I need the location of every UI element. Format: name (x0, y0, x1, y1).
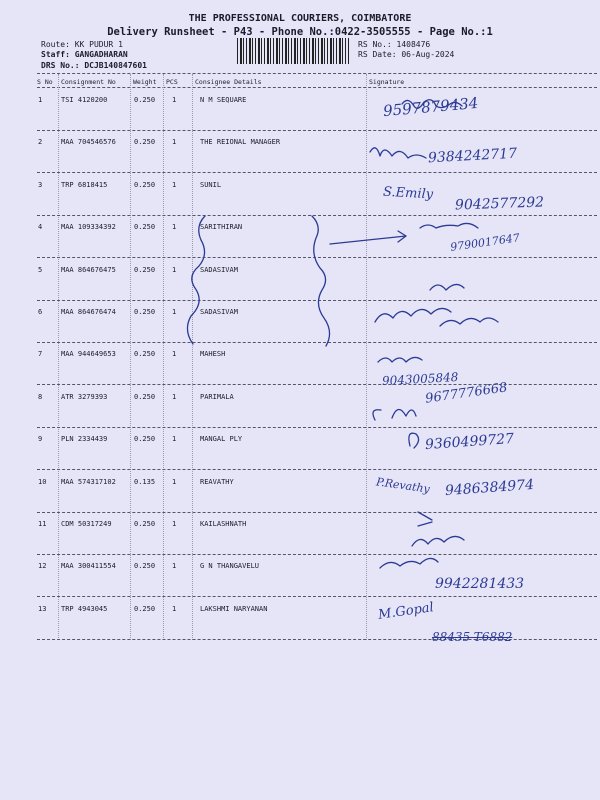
cell-sno: 9 (38, 435, 43, 443)
cell-consignment: CDM 50317249 (61, 520, 112, 528)
handwritten-phone: 9790017647 (449, 231, 521, 254)
cell-pcs: 1 (172, 181, 177, 189)
tamil-scribble (380, 558, 438, 568)
cell-consignment: ATR 3279393 (61, 393, 108, 401)
rs-number: RS No.: 1408476 (358, 40, 431, 49)
cell-sno: 7 (38, 350, 43, 358)
cell-weight: 0.250 (134, 96, 156, 104)
staff-label: Staff: GANGADHARAN (41, 50, 128, 59)
tamil-scribble (430, 284, 464, 290)
handwritten-phone: 9384242717 (427, 145, 518, 167)
cell-pcs: 1 (172, 605, 177, 613)
cell-consignee: SUNIL (200, 181, 222, 189)
cell-consignment: PLN 2334439 (61, 435, 108, 443)
cell-consignment: MAA 109334392 (61, 223, 116, 231)
route-label: Route: KK PUDUR 1 (41, 40, 123, 49)
arrow-line (330, 236, 406, 244)
cell-pcs: 1 (172, 96, 177, 104)
cell-sno: 13 (38, 605, 47, 613)
rs-date: RS Date: 06-Aug-2024 (358, 50, 455, 59)
cell-pcs: 1 (172, 478, 177, 486)
header-signature: Signature (369, 78, 405, 86)
cell-pcs: 1 (172, 138, 177, 146)
runsheet-title: Delivery Runsheet - P43 - Phone No.:0422-3505555 - Page No.:1 (107, 26, 493, 38)
cell-sno: 8 (38, 393, 43, 401)
drs-number: DRS No.: DCJB140847601 (41, 61, 147, 70)
handwritten-phone: 9042577292 (454, 194, 545, 214)
cell-weight: 0.250 (134, 435, 156, 443)
cell-pcs: 1 (172, 350, 177, 358)
cell-consignee: KAILASHNATH (200, 520, 247, 528)
handwritten-phone: 9043005848 (381, 370, 459, 388)
signature-scribble (370, 148, 426, 158)
handwritten-name: S.Emily (382, 184, 434, 203)
cell-consignment: MAA 574317102 (61, 478, 116, 486)
cell-weight: 0.250 (134, 562, 156, 570)
cell-sno: 6 (38, 308, 43, 316)
header-sno: S No (37, 78, 53, 86)
handwritten-phone: 9597879434 (382, 93, 480, 121)
cell-pcs: 1 (172, 520, 177, 528)
cell-consignee: REAVATHY (200, 478, 234, 486)
cell-weight: 0.250 (134, 266, 156, 274)
header-consignee: Consignee Details (195, 78, 262, 86)
signature-scribble (420, 223, 478, 228)
cell-weight: 0.250 (134, 350, 156, 358)
handwritten-phone: 9942281433 (435, 576, 525, 592)
cell-pcs: 1 (172, 266, 177, 274)
cell-weight: 0.135 (134, 478, 156, 486)
company-name: THE PROFESSIONAL COURIERS, COIMBATORE (188, 13, 412, 24)
cell-sno: 12 (38, 562, 47, 570)
handwritten-phone: 9360499727 (424, 430, 515, 454)
cell-weight: 0.250 (134, 223, 156, 231)
cell-pcs: 1 (172, 223, 177, 231)
curly-brace (187, 216, 205, 344)
cell-weight: 0.250 (134, 181, 156, 189)
cell-consignee: SADASIVAM (200, 266, 238, 274)
cell-weight: 0.250 (134, 138, 156, 146)
tamil-scribble (440, 318, 498, 326)
cell-pcs: 1 (172, 562, 177, 570)
cell-consignee: LAKSHMI NARYANAN (200, 605, 268, 613)
cell-sno: 11 (38, 520, 47, 528)
cell-consignment: MAA 300411554 (61, 562, 116, 570)
cell-consignment: TSI 4120200 (61, 96, 108, 104)
cell-consignee: THE REIONAL MANAGER (200, 138, 281, 146)
cell-weight: 0.250 (134, 393, 156, 401)
header-pcs: PCS (166, 78, 178, 86)
cell-pcs: 1 (172, 393, 177, 401)
signature-scribble (409, 433, 419, 448)
cell-weight: 0.250 (134, 520, 156, 528)
cell-sno: 2 (38, 138, 43, 146)
cell-consignment: MAA 864676474 (61, 308, 116, 316)
tamil-scribble (375, 308, 451, 322)
header-consignment: Consignment No (61, 78, 116, 86)
signature-scribble (418, 512, 432, 526)
cell-sno: 10 (38, 478, 47, 486)
header-weight: Weight (133, 78, 157, 86)
cell-consignment: MAA 864676475 (61, 266, 116, 274)
cell-consignment: MAA 944649653 (61, 350, 116, 358)
cell-consignee: MAHESH (200, 350, 226, 358)
cell-consignee: SADASIVAM (200, 308, 238, 316)
cell-sno: 3 (38, 181, 43, 189)
handwritten-phone: 9677776668 (424, 380, 509, 407)
cell-consignee: G N THANGAVELU (200, 562, 260, 570)
cell-consignee: PARIMALA (200, 393, 234, 401)
cell-sno: 5 (38, 266, 43, 274)
cell-consignee: N M SEQUARE (200, 96, 247, 104)
cell-weight: 0.250 (134, 308, 156, 316)
handwritten-name: M.Gopal (377, 600, 435, 623)
handwritten-number: 88435-T6882 (432, 630, 513, 644)
cell-sno: 4 (38, 223, 43, 231)
cell-consignment: MAA 704546576 (61, 138, 116, 146)
curly-brace (312, 216, 330, 346)
cell-consignment: TRP 4943045 (61, 605, 108, 613)
cell-consignment: TRP 6818415 (61, 181, 108, 189)
cell-consignee: SARITHIRAN (200, 223, 243, 231)
cell-sno: 1 (38, 96, 43, 104)
cell-pcs: 1 (172, 308, 177, 316)
signature-scribble (402, 100, 462, 109)
handwritten-phone: 9486384974 (444, 476, 535, 500)
tamil-scribble (378, 357, 422, 362)
signature-scribble (373, 409, 416, 420)
cell-consignee: MANGAL PLY (200, 435, 243, 443)
cell-pcs: 1 (172, 435, 177, 443)
cell-weight: 0.250 (134, 605, 156, 613)
tamil-scribble (412, 536, 464, 546)
handwritten-name: P.Revathy (375, 475, 431, 496)
